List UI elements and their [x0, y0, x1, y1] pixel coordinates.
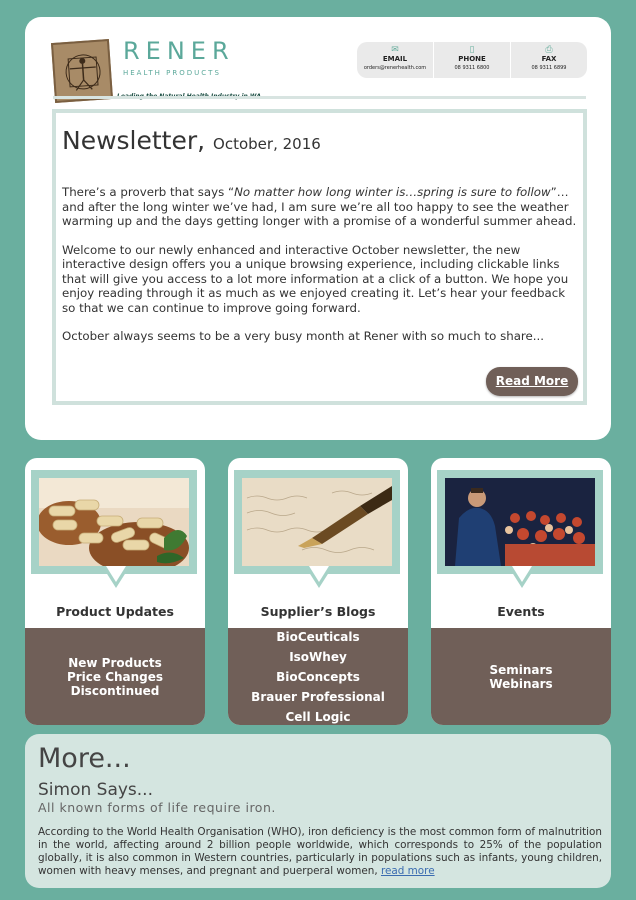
newsletter-intro-box: [52, 109, 587, 405]
events-card: [431, 458, 611, 725]
read-more-button[interactable]: Read More: [486, 367, 578, 396]
image-frame: [31, 470, 197, 574]
contact-phone[interactable]: [434, 42, 511, 78]
link-isowhey[interactable]: IsoWhey: [289, 649, 347, 664]
intro-paragraph-1: [62, 185, 582, 229]
contact-label: EMAIL: [382, 55, 408, 63]
contact-label: PHONE: [458, 55, 486, 63]
more-title: More...: [38, 743, 131, 774]
seminar-image[interactable]: [445, 478, 595, 566]
pointer-arrow-inner: [106, 566, 126, 582]
link-bioceuticals[interactable]: BioCeuticals: [276, 629, 360, 644]
link-cell-logic[interactable]: Cell Logic: [285, 709, 351, 724]
newsletter-date: October, 2016: [213, 135, 321, 153]
simon-says-tagline: All known forms of life require iron.: [38, 800, 276, 815]
card-links: [25, 628, 205, 725]
contact-bar: [357, 42, 587, 78]
email-icon: ✉: [391, 45, 399, 55]
brand-subtitle: HEALTH PRODUCTS: [123, 69, 221, 77]
intro-paragraph-3: October always seems to be a very busy month at Rener with so much to share...: [62, 329, 545, 343]
pointer-arrow-inner: [309, 566, 329, 582]
simon-says-body: [38, 826, 602, 878]
intro-paragraph-2: Welcome to our newly enhanced and interactive October newsletter, the new interactive design offers you a unique browsing experience, including clickable links that will give you access to a lot more information at a click of a button. We hope you enjoy reading through it as much as we enjoyed creating it. Let’s hear your feedback so that we can continue to improve going forward.: [62, 242, 569, 315]
newsletter-body: [62, 185, 582, 358]
card-links: [431, 628, 611, 725]
simon-says-text: According to the World Health Organisation (WHO), iron deficiency is the most common form of malnutrition in the world, affecting around 2 billion people worldwide, which corresponds to 25% of the population globally, it is also common in Western countries, particularly in populations such as infants, young children, women with heavy menses, and pregnant and puerperal women,: [38, 826, 602, 877]
image-frame: [234, 470, 400, 574]
card-links: [228, 628, 408, 725]
phone-icon: ▯: [469, 45, 475, 55]
link-bioconcepts[interactable]: BioConcepts: [276, 669, 360, 684]
contact-fax[interactable]: [511, 42, 587, 78]
fax-icon: ⎙: [545, 45, 553, 55]
newsletter-title-text: Newsletter,: [62, 126, 206, 155]
link-discontinued[interactable]: Discontinued: [70, 683, 160, 698]
fountain-pen-image[interactable]: [242, 478, 392, 566]
simon-says-heading: Simon Says...: [38, 780, 153, 800]
link-price-changes[interactable]: Price Changes: [66, 669, 164, 684]
suppliers-blogs-card: [228, 458, 408, 725]
p1-start: There’s a proverb that says “: [62, 185, 235, 199]
card-title[interactable]: Product Updates: [56, 604, 174, 619]
card-title[interactable]: Supplier’s Blogs: [260, 604, 376, 619]
contact-label: FAX: [541, 55, 557, 63]
capsules-image[interactable]: [39, 478, 189, 566]
card-title[interactable]: Events: [497, 604, 545, 619]
proverb-quote: No matter how long winter is…spring is sure to follow: [234, 185, 551, 199]
link-new-products[interactable]: New Products: [68, 655, 162, 670]
header-divider: [53, 96, 586, 99]
contact-value: 08 9311 6800: [454, 65, 490, 71]
contact-email[interactable]: [357, 42, 434, 78]
p1-end: ”… and after the long winter we’ve had, I am sure we’re all too happy to see the weather warming up and the days getting longer with a promise of a wonderful summer ahead.: [62, 185, 577, 228]
more-section: [25, 734, 611, 888]
contact-value: orders@renerhealth.com: [363, 65, 427, 71]
newsletter-title: [62, 126, 321, 155]
read-more-link[interactable]: read more: [380, 865, 435, 877]
link-webinars[interactable]: Webinars: [489, 676, 553, 691]
link-brauer-professional[interactable]: Brauer Professional: [251, 689, 385, 704]
pointer-arrow-inner: [512, 566, 532, 582]
product-updates-card: [25, 458, 205, 725]
image-frame: [437, 470, 603, 574]
newsletter-header-card: [25, 17, 611, 440]
brand-name: RENER: [123, 37, 235, 65]
contact-value: 08 9311 6899: [531, 65, 567, 71]
link-seminars[interactable]: Seminars: [489, 662, 553, 677]
vitruvian-logo-icon: [51, 39, 113, 103]
